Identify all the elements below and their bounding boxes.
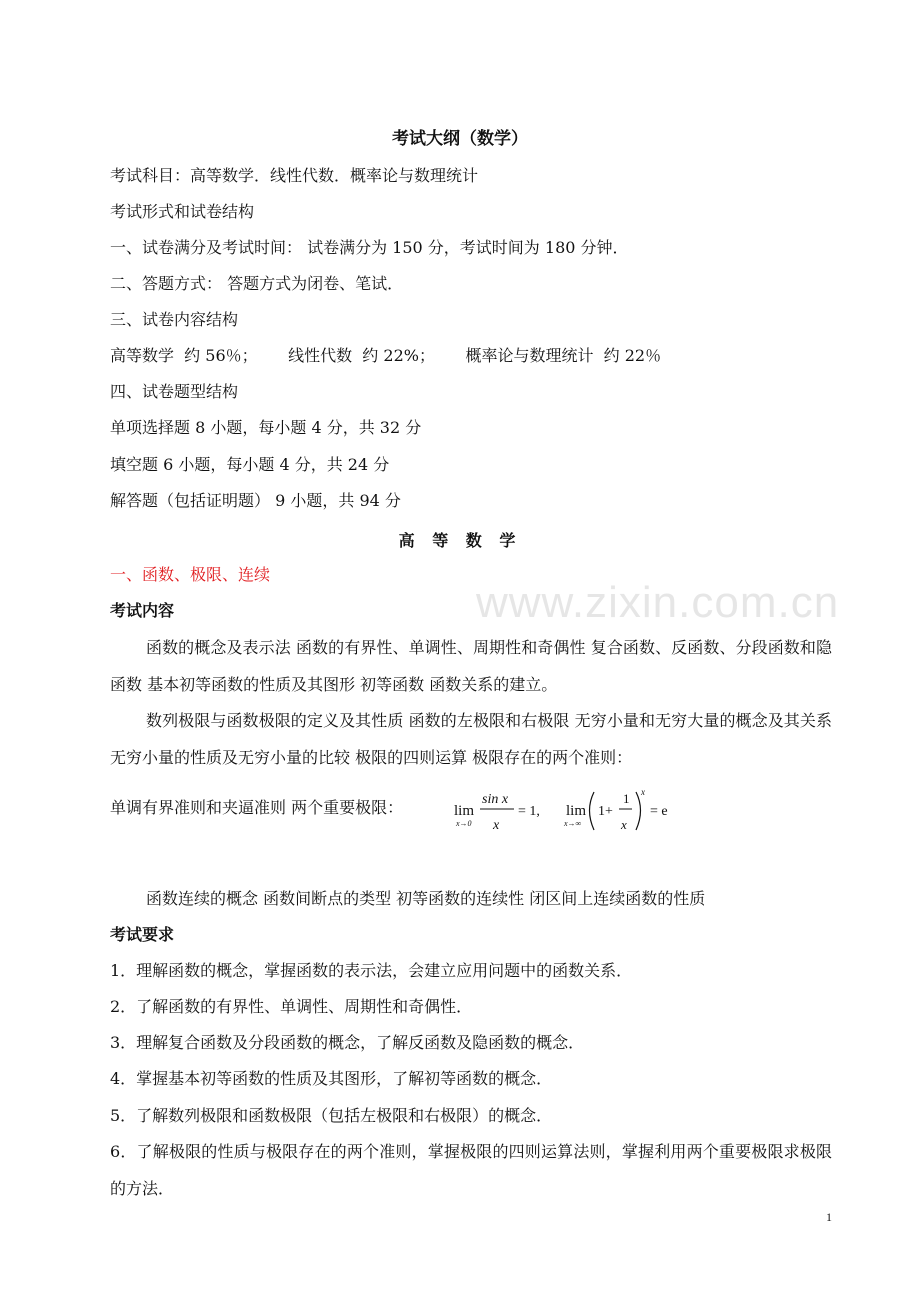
content-paragraph-3: 单调有界准则和夹逼准则 两个重要极限： [110, 798, 404, 817]
equals-2: = e [650, 804, 668, 819]
fraction-2-den: x [621, 817, 627, 832]
exam-item-4: 四、试卷题型结构 [110, 382, 239, 401]
watermark-text: www.zixin.com.cn [476, 578, 840, 627]
one-plus: 1+ [598, 804, 613, 819]
exam-item-2: 二、答题方式： 答题方式为闭卷、笔试． [110, 274, 404, 293]
question-answer: 解答题（包括证明题） 9 小题，共 94 分 [110, 491, 401, 510]
exam-item-1: 一、试卷满分及考试时间： 试卷满分为 150 分，考试时间为 180 分钟． [110, 238, 629, 257]
exam-subjects: 考试科目：高等数学．线性代数．概率论与数理统计 [110, 166, 479, 185]
content-heading: 考试内容 [110, 601, 175, 620]
content-paragraph-2: 数列极限与函数极限的定义及其性质 函数的左极限和右极限 无穷小量和无穷大量的概念及其关系 无穷小量的性质及无穷小量的比较 极限的四则运算 极限存在的两个准则： [110, 711, 832, 767]
paren-right [636, 792, 641, 830]
chapter-heading: 一、函数、极限、连续 [110, 565, 271, 584]
requirement-6: 6．了解极限的性质与极限存在的两个准则，掌握极限的四则运算法则，掌握利用两个重要极限求极限的方法． [110, 1142, 832, 1198]
exponent: x [641, 788, 645, 797]
lim-2: lim [566, 803, 587, 819]
requirement-1: 1．理解函数的概念，掌握函数的表示法，会建立应用问题中的函数关系． [110, 961, 633, 980]
page-number: 1 [826, 1210, 832, 1224]
lim-1-sub: x→0 [456, 819, 472, 828]
lim-1: lim [454, 803, 475, 819]
content-paragraph-4: 函数连续的概念 函数间断点的类型 初等函数的连续性 闭区间上连续函数的性质 [146, 889, 706, 908]
exam-form-heading: 考试形式和试卷结构 [110, 202, 255, 221]
requirement-3: 3．理解复合函数及分段函数的概念，了解反函数及隐函数的概念． [110, 1033, 585, 1052]
content-ratio: 高等数学 约 56％； 线性代数 约 22%； 概率论与数理统计 约 22％ [110, 346, 662, 365]
question-fill-blank: 填空题 6 小题，每小题 4 分，共 24 分 [110, 455, 390, 474]
paren-left [590, 792, 595, 830]
requirement-5: 5．了解数列极限和函数极限（包括左极限和右极限）的概念． [110, 1106, 553, 1125]
page-title: 考试大纲（数学） [392, 129, 528, 149]
section-title: 高 等 数 学 [398, 531, 522, 550]
fraction-2-num: 1 [623, 791, 630, 806]
requirement-2: 2．了解函数的有界性、单调性、周期性和奇偶性． [110, 997, 473, 1016]
requirements-heading: 考试要求 [110, 925, 175, 944]
fraction-1-den: x [493, 818, 500, 833]
content-paragraph-1: 函数的概念及表示法 函数的有界性、单调性、周期性和奇偶性 复合函数、反函数、分段函数和隐函数 基本初等函数的性质及其图形 初等函数 函数关系的建立。 [110, 638, 832, 694]
lim-2-sub: x→∞ [564, 819, 582, 828]
fraction-1-num: sin x [482, 792, 509, 807]
question-single-choice: 单项选择题 8 小题，每小题 4 分，共 32 分 [110, 418, 422, 437]
requirement-4: 4．掌握基本初等函数的性质及其图形，了解初等函数的概念． [110, 1069, 553, 1088]
limit-formulas [454, 788, 694, 836]
equals-1: = 1, [518, 804, 540, 819]
exam-item-3: 三、试卷内容结构 [110, 310, 239, 329]
